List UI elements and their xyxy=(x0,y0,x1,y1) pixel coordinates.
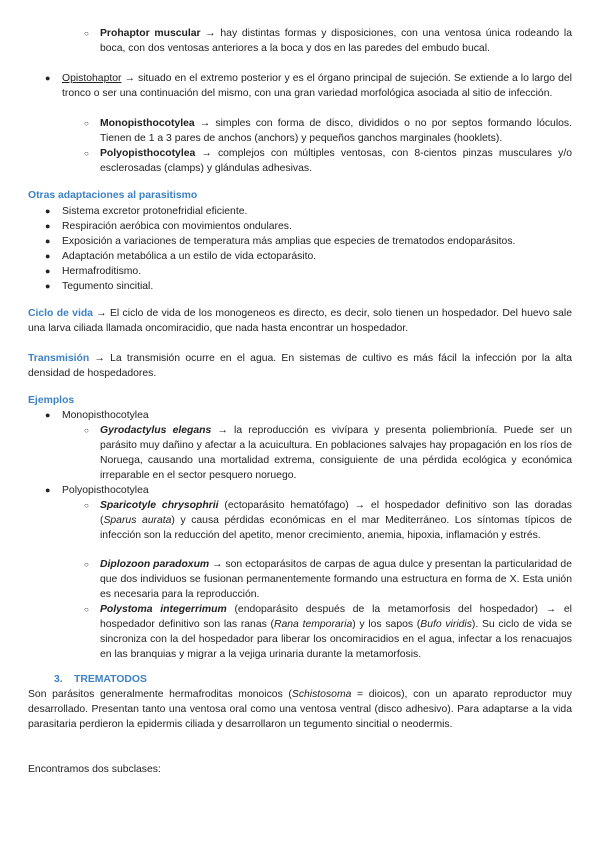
solid-bullet-icon: ● xyxy=(45,281,51,291)
polystoma-text: (endoparásito después de la metamorfosis del hospedador) → el hospedador definitivo son las ranas ( xyxy=(100,604,572,630)
gyrodactylus-text: → la reproducción es vivípara y presenta poliembrionía. Puede ser un parásito muy dañino y afectar a la acuicultura. En poblaciones salvajes hay propagación en los ríos de Noruega, causando una mortalidad extrema, consiguiente de una pérdida ecológica y económica irreparable en el sector pesquero noruego. xyxy=(100,425,572,481)
ciclo-paragraph xyxy=(28,306,572,336)
transmision-text: → La transmisión ocurre en el agua. En sistemas de cultivo es más fácil la infección por la alta densidad de hospedadores. xyxy=(28,353,572,379)
polyopisthocotylea-item xyxy=(84,146,572,176)
prohaptor-text: → hay distintas formas y disposiciones, con una ventosa única rodeando la boca, con dos ventosas anteriores a la boca y dos en las paredes del embudo bucal. xyxy=(100,28,572,54)
poly-label: Polyopisthocotylea xyxy=(62,485,149,496)
gyrodactylus-item xyxy=(84,423,572,483)
monopisthocotylea-text: → simples con forma de disco, divididos o no por septos formando lóculos. Tienen de 1 a 3 pares de anchos (anchors) y pequeños ganchos marginales (hooklets). xyxy=(100,118,572,144)
hollow-bullet-icon: ○ xyxy=(84,501,89,510)
diplozoon-name: Diplozoon paradoxum xyxy=(100,559,210,570)
trematodos-paragraph xyxy=(28,687,572,732)
hollow-bullet-icon: ○ xyxy=(84,29,89,38)
section-number: 3. xyxy=(54,674,63,685)
hollow-bullet-icon: ○ xyxy=(84,149,89,158)
otras-item-text: Adaptación metabólica a un estilo de vida ectoparásito. xyxy=(62,251,317,262)
otras-item-text: Respiración aeróbica con movimientos ondulares. xyxy=(62,221,292,232)
hollow-bullet-icon: ○ xyxy=(84,119,89,128)
diplozoon-text: → son ectoparásitos de carpas de agua dulce y presentan la particularidad de que dos individuos se fusionan permanentemente formando una estructura en forma de X. Esta unión es necesaria para la reproducción. xyxy=(100,559,572,600)
otras-item-text: Sistema excretor protonefridial eficiente. xyxy=(62,206,248,217)
sparicotyle-name: Sparicotyle chrysophrii xyxy=(100,500,219,511)
monopisthocotylea-term: Monopisthocotylea xyxy=(100,118,195,129)
hollow-bullet-icon: ○ xyxy=(84,605,89,614)
polystoma-host-2: Bufo viridis xyxy=(420,619,472,630)
trematodos-text: = dioicos), con un aparato reproductor muy desarrollado. Presentan tanto una ventosa oral como una ventosa ventral (disco adhesivo). Para adaptarse a la vida parasitaria perdieron la epidermis ciliada y desarrollaron un tegumento sincitial o neodermis. xyxy=(28,689,572,730)
polystoma-text: ) y los sapos ( xyxy=(352,619,421,630)
transmision-label: Transmisión xyxy=(28,353,90,364)
prohaptor-term: Prohaptor muscular xyxy=(100,28,201,39)
subclases-paragraph: Encontramos dos subclases: xyxy=(28,764,161,775)
solid-bullet-icon: ● xyxy=(45,266,51,276)
opistohaptor-item xyxy=(45,71,572,101)
otras-item-text: Tegumento sincitial. xyxy=(62,281,154,292)
diplozoon-item xyxy=(84,557,572,602)
opistohaptor-text: → situado en el extremo posterior y es el órgano principal de sujeción. Se extiende a lo largo del tronco o ser una continuación del mismo, con una gran variedad morfológica asociada al sitio de infección. xyxy=(62,73,572,99)
mono-label: Monopisthocotylea xyxy=(62,410,149,421)
schistosoma-name: Schistosoma xyxy=(291,689,352,700)
trematodos-text: Son parásitos generalmente hermafroditas monoicos ( xyxy=(28,689,292,700)
solid-bullet-icon: ● xyxy=(45,410,51,420)
otras-item xyxy=(45,279,572,294)
ejemplo-group-mono xyxy=(45,408,572,423)
polystoma-item xyxy=(84,602,572,662)
gyrodactylus-name: Gyrodactylus elegans xyxy=(100,425,212,436)
ciclo-label: Ciclo de vida xyxy=(28,308,93,319)
ciclo-text: → El ciclo de vida de los monogeneos es directo, es decir, solo tienen un hospedador. Del huevo sale una larva ciliada llamada oncomiracidio, que nada hasta encontrar un hospedador. xyxy=(28,308,572,334)
otras-item xyxy=(45,204,572,219)
solid-bullet-icon: ● xyxy=(45,485,51,495)
otras-item xyxy=(45,234,572,249)
hollow-bullet-icon: ○ xyxy=(84,426,89,435)
otras-item xyxy=(45,249,572,264)
solid-bullet-icon: ● xyxy=(45,236,51,246)
polystoma-host-1: Rana temporaria xyxy=(274,619,353,630)
hollow-bullet-icon: ○ xyxy=(84,560,89,569)
section-title: TREMATODOS xyxy=(74,674,147,685)
prohaptor-item xyxy=(84,26,572,56)
ejemplo-group-poly xyxy=(45,483,572,498)
sparicotyle-host: Sparus aurata xyxy=(103,515,172,526)
otras-heading: Otras adaptaciones al parasitismo xyxy=(28,190,198,201)
sparicotyle-text: ) y causa pérdidas económicas en el mar Mediterráneo. Los síntomas típicos de infección son la reducción del apetito, menor crecimiento, anemia, hipoxia, inflamación y estrés. xyxy=(100,515,572,541)
monopisthocotylea-item xyxy=(84,116,572,146)
trematodos-heading xyxy=(54,672,598,687)
sparicotyle-text: (ectoparásito hematófago) → el hospedador definitivo son las doradas ( xyxy=(100,500,572,526)
polyopisthocotylea-term: Polyopisthocotylea xyxy=(100,148,196,159)
ejemplos-heading: Ejemplos xyxy=(28,395,75,406)
polyopisthocotylea-text: → complejos con múltiples ventosas, con 8-cientos pinzas musculares y/o esclerosadas (clamps) y glándulas adhesivas. xyxy=(100,148,572,174)
polystoma-text: ). Su ciclo de vida se sincroniza con la del hospedador para liberar los oncomiracidios en el agua, infectar a los renacuajos en las branquias y migrar a la vejiga urinaria durante la metamorfosis. xyxy=(100,619,572,660)
solid-bullet-icon: ● xyxy=(45,221,51,231)
sparicotyle-item xyxy=(84,498,572,543)
otras-item-text: Exposición a variaciones de temperatura más amplias que especies de trematodos endoparásitos. xyxy=(62,236,516,247)
polystoma-name: Polystoma integerrimum xyxy=(100,604,227,615)
solid-bullet-icon: ● xyxy=(45,73,51,83)
solid-bullet-icon: ● xyxy=(45,251,51,261)
transmision-paragraph xyxy=(28,351,572,381)
otras-item-text: Hermafroditismo. xyxy=(62,266,142,277)
solid-bullet-icon: ● xyxy=(45,206,51,216)
otras-item xyxy=(45,219,572,234)
otras-item xyxy=(45,264,572,279)
opistohaptor-term: Opistohaptor xyxy=(62,73,122,84)
